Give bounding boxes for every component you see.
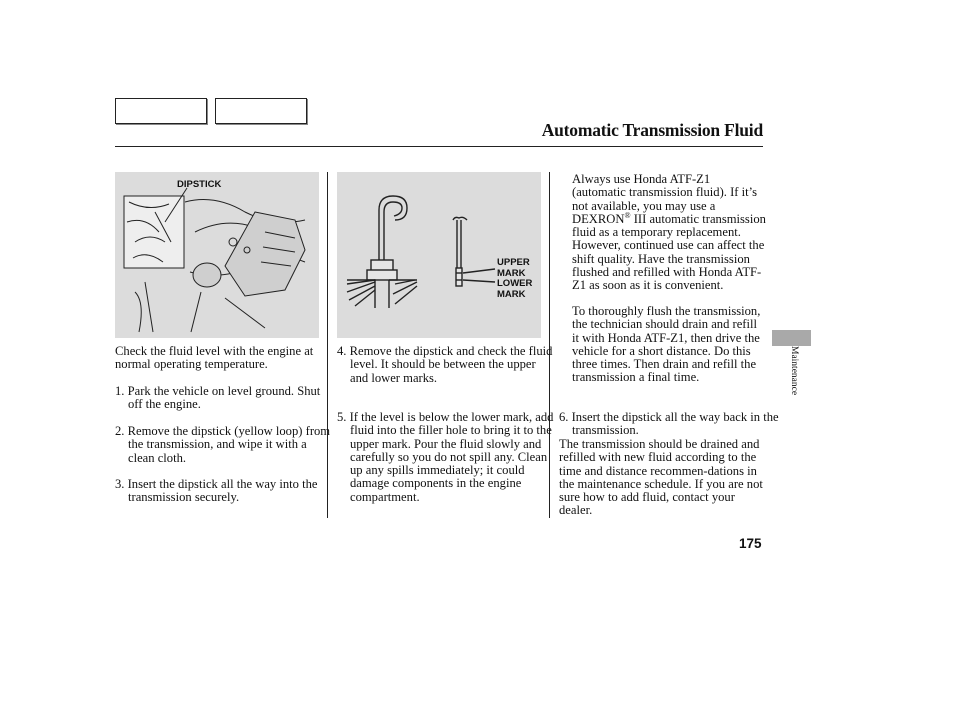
atf-note-text: Always use Honda ATF-Z1 (automatic transmission fluid). If it’s not available, you may use a DEXRON — [572, 172, 758, 226]
step-4: 4. Remove the dipstick and check the fluid level. It should be between the upper and lower marks. — [337, 344, 553, 385]
step-1: 1. Park the vehicle on level ground. Shut off the engine. — [115, 384, 321, 412]
title-rule — [115, 146, 763, 147]
section-label: Maintenance — [789, 346, 799, 396]
nav-box-index[interactable] — [215, 98, 307, 124]
intro-paragraph: Check the fluid level with the engine at normal operating temperature. — [115, 344, 314, 372]
engine-illustration — [115, 172, 319, 338]
dipstick-marks-figure — [337, 172, 541, 338]
step-2: 2. Remove the dipstick (yellow loop) from the transmission, and wipe it with a clean cloth. — [115, 424, 331, 465]
dipstick-label: DIPSTICK — [177, 179, 222, 190]
atf-note — [572, 173, 766, 293]
flush-paragraph: To thoroughly flush the transmission, the technician should drain and refill it with Honda ATF-Z1, then drive the vehicle for a short distance. Do this three times. Then drain and refill the transmission a final time. — [572, 304, 761, 385]
page-number: 175 — [739, 536, 762, 551]
step-3: 3. Insert the dipstick all the way into the transmission securely. — [115, 477, 318, 505]
upper-mark-label: UPPER MARK — [497, 257, 530, 279]
nav-box-contents[interactable] — [115, 98, 207, 124]
atf-note-text-continued: III automatic transmission fluid as a temporary replacement. However, continued use can affect the shift quality. Have the transmission flushed and refilled with Honda ATF-Z1 as soon as it is convenient. — [572, 211, 766, 293]
step-5: 5. If the level is below the lower mark, add fluid into the filler hole to bring it to the upper mark. Pour the fluid slowly and carefully so you do not spill any. Clean up any spills immediately; it could damage components in the engine compartment. — [337, 410, 554, 504]
step-6: 6. Insert the dipstick all the way back in the transmission. — [559, 410, 779, 438]
section-tab[interactable] — [772, 330, 811, 346]
registered-mark: ® — [624, 210, 631, 220]
closing-paragraph: The transmission should be drained and refilled with new fluid according to the time and distance recommen-dations in the maintenance schedule. If you are not sure how to add fluid, contact your dealer. — [559, 437, 763, 518]
page-title: Automatic Transmission Fluid — [541, 120, 763, 140]
column-divider-1 — [327, 172, 328, 518]
dipstick-illustration — [337, 172, 541, 338]
lower-mark-label: LOWER MARK — [497, 278, 533, 300]
engine-compartment-figure — [115, 172, 319, 338]
